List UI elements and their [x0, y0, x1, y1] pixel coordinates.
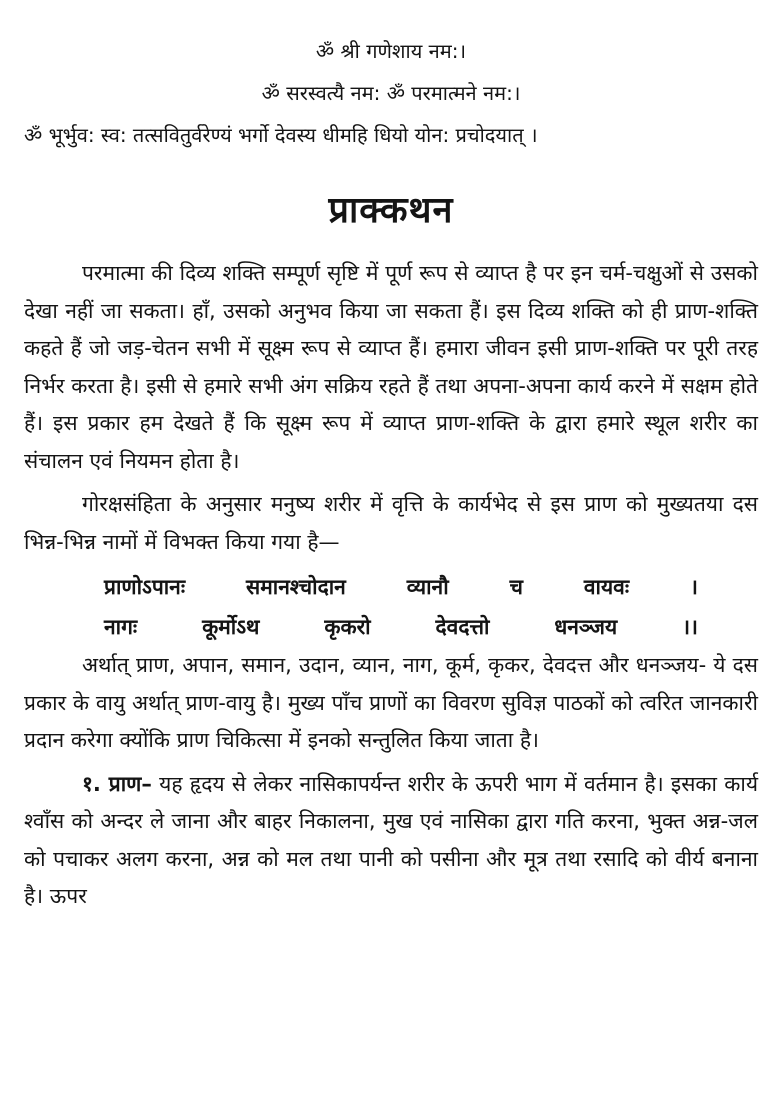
verse-line-1: प्राणोऽपानः समानश्चोदान व्यानौ च वायवः । — [104, 575, 698, 599]
page-title: प्राक्कथन — [328, 190, 454, 231]
section-prana-text: यह हृदय से लेकर नासिकापर्यन्त शरीर के ऊपरी भाग में वर्तमान है। इसका कार्य श्वाँस को अन्दर ले जाना और बाहर निकालना, मुख एवं नासिका द्वारा गति करना, भुक्त अन्न-जल को पचाकर अलग करना, अन्न को मल तथा पानी को पसीना और मूत्र तथा रसादि को वीर्य बनाना है। ऊपर — [24, 771, 759, 908]
invocation-line-1: ॐ श्री गणेशाय नम:। — [315, 39, 467, 63]
paragraph-intro: परमात्मा की दिव्य शक्ति सम्पूर्ण सृष्टि में पूर्ण रूप से व्याप्त है पर इन चर्म-चक्षुओं से उसको देखा नहीं जा सकता। हाँ, उसको अनुभव किया जा सकता हैं। इस दिव्य शक्ति को ही प्राण-शक्ति कहते हैं जो जड़-चेतन सभी में सूक्ष्म रूप से व्याप्त हैं। हमारा जीवन इसी प्राण-शक्ति पर पूरी तरह निर्भर करता है। इसी से हमारे सभी अंग सक्रिय रहते हैं तथा अपना-अपना कार्य करने में सक्षम होते हैं। इस प्रकार हम देखते हैं कि सूक्ष्म रूप में व्याप्त प्राण-शक्ति के द्वारा हमारे स्थूल शरीर का संचालन एवं नियमन होता है। — [24, 261, 758, 473]
invocation-block — [24, 0, 758, 156]
section-prana — [24, 766, 758, 916]
invocation-line-2: ॐ सरस्वत्यै नम: ॐ परमात्मने नम:। — [261, 81, 521, 105]
invocation-line-3: ॐ भूर्भुव: स्व: तत्सवितुर्वरेण्यं भर्गो देवस्य धीमहि धियो योन: प्रचोदयात् । — [24, 123, 538, 147]
paragraph-gorakshasamhita: गोरक्षसंहिता के अनुसार मनुष्य शरीर में वृत्ति के कार्यभेद से इस प्राण को मुख्यतया दस भिन्न-भिन्न नामों में विभक्त किया गया है— — [24, 492, 758, 554]
verse-line-2: नागः कूर्मोऽथ कृकरो देवदत्तो धनञ्जय ।। — [104, 615, 698, 639]
section-prana-heading: १. प्राण– — [82, 771, 152, 796]
sanskrit-verse — [24, 567, 758, 647]
paragraph-ten-vayus: अर्थात् प्राण, अपान, समान, उदान, व्यान, नाग, कूर्म, कृकर, देवदत्त और धनञ्जय- ये दस प्रकार के वायु अर्थात् प्राण-वायु है। मुख्य पाँच प्राणों का विवरण सुविज्ञ पाठकों को त्वरित जानकारी प्रदान करेगा क्योंकि प्राण चिकित्सा में इनको सन्तुलित किया जाता है। — [24, 653, 758, 752]
